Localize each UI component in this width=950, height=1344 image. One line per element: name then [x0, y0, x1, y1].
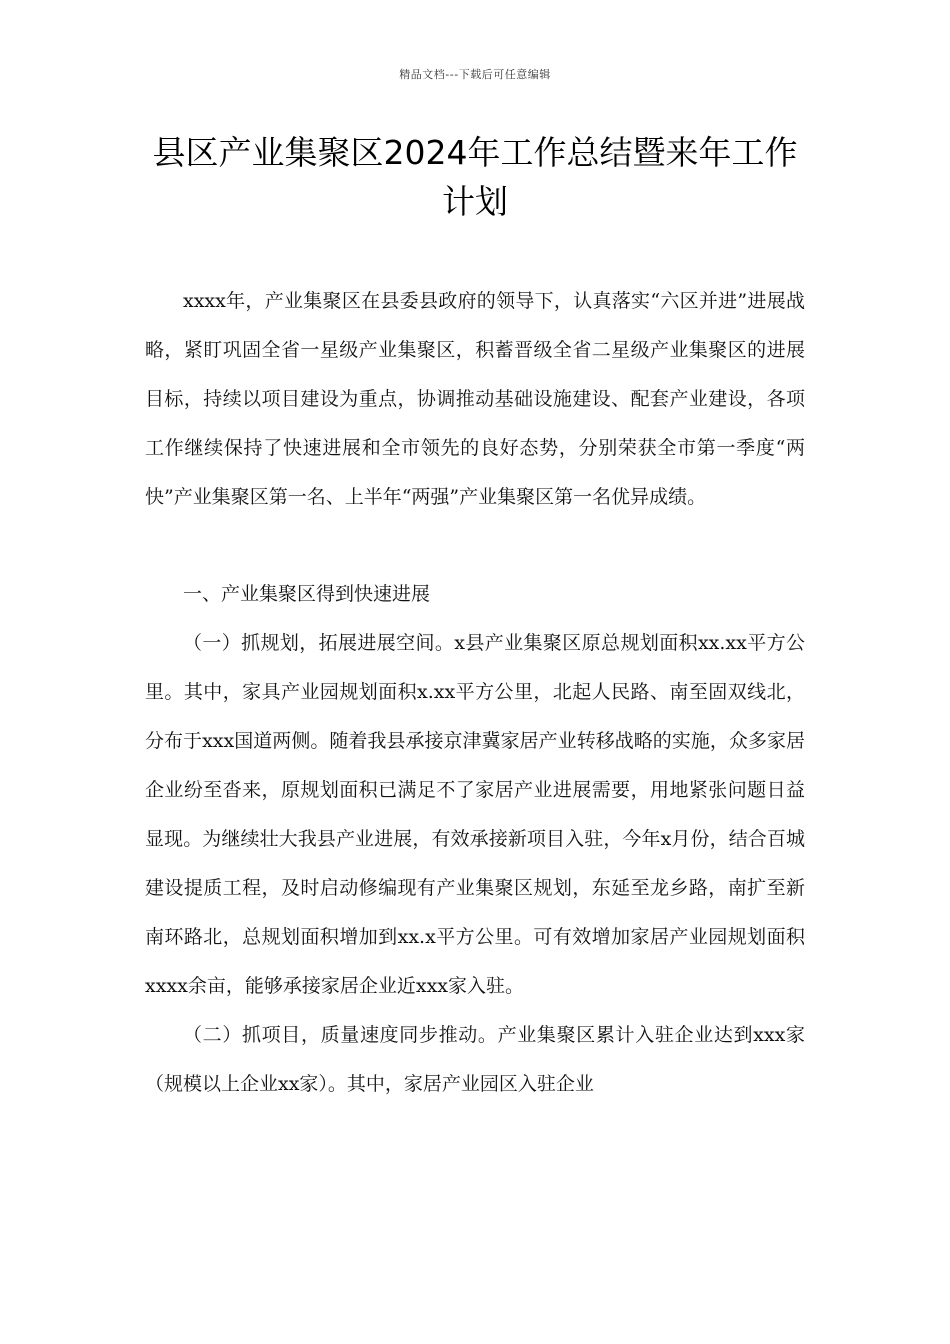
section-heading: 一、产业集聚区得到快速进展 [183, 583, 431, 605]
document-title: 县区产业集聚区2024年工作总结暨来年工作计划 [152, 133, 798, 221]
body-paragraph-planning: （一）抓规划，拓展进展空间。x县产业集聚区原总规划面积xx.xx平方公里。其中，家具产业园规划面积x.xx平方公里，北起人民路、南至固双线北，分布于xxx国道两侧。随着我县承接京津冀家居产业转移战略的实施，众多家居企业纷至沓来，原规划面积已满足不了家居产业进展需要，用地紧张问题日益显现。为继续壮大我县产业进展，有效承接新项目入驻，今年x月份，结合百城建设提质工程，及时启动修编现有产业集聚区规划，东延至龙乡路，南扩至新南环路北，总规划面积增加到xx.x平方公里。可有效增加家居产业园规划面积xxxx余亩，能够承接家居企业近xxx家入驻。 [145, 632, 805, 997]
intro-paragraph: xxxx年，产业集聚区在县委县政府的领导下，认真落实“六区并进”进展战略，紧盯巩固全省一星级产业集聚区，积蓄晋级全省二星级产业集聚区的进展目标，持续以项目建设为重点，协调推动基础设施建设、配套产业建设，各项工作继续保持了快速进展和全市领先的良好态势，分别荣获全市第一季度“两快”产业集聚区第一名、上半年“两强”产业集聚区第一名优异成绩。 [145, 290, 805, 508]
page-header: 精品文档---下载后可任意编辑 [399, 68, 551, 81]
body-paragraph-projects: （二）抓项目，质量速度同步推动。产业集聚区累计入驻企业达到xxx家（规模以上企业xx家）。其中，家居产业园区入驻企业 [145, 1024, 805, 1095]
document-body [145, 277, 805, 1109]
